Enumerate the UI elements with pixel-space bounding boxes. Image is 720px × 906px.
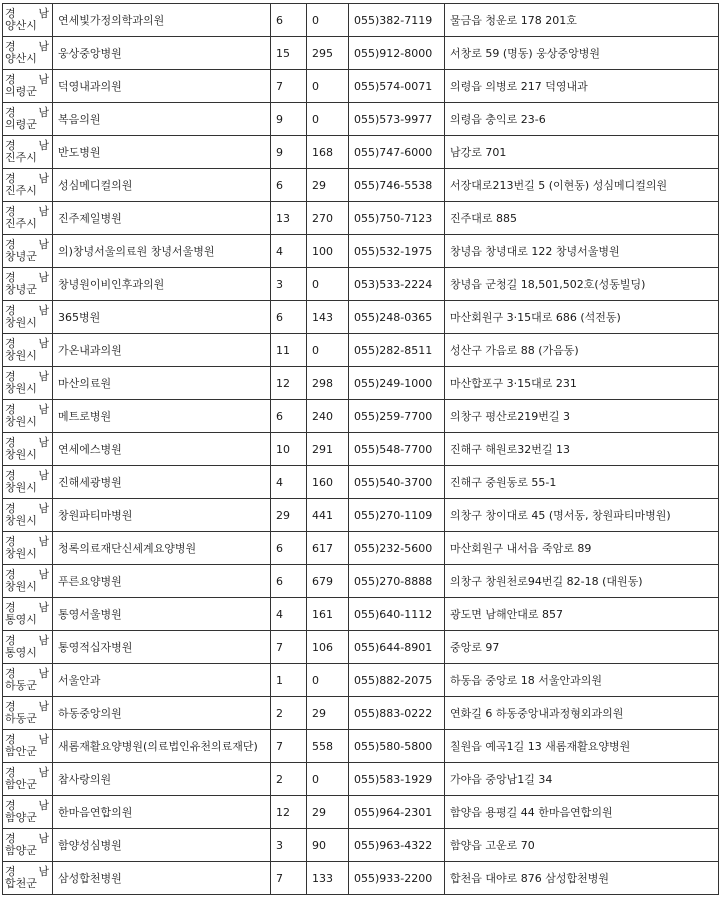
phone-number: 055)282-8511 bbox=[349, 334, 445, 367]
city-label: 의령군 bbox=[5, 85, 37, 98]
table-row bbox=[3, 466, 719, 499]
facility-name: 가온내과의원 bbox=[53, 334, 271, 367]
count-a: 10 bbox=[271, 433, 307, 466]
region-cell bbox=[3, 829, 53, 862]
table-row bbox=[3, 202, 719, 235]
facility-name: 푸른요양병원 bbox=[53, 565, 271, 598]
phone-number: 055)270-1109 bbox=[349, 499, 445, 532]
city-label: 창원시 bbox=[5, 349, 37, 362]
table-row bbox=[3, 367, 719, 400]
table-row bbox=[3, 664, 719, 697]
phone-number: 055)249-1000 bbox=[349, 367, 445, 400]
count-b: 0 bbox=[307, 268, 349, 301]
city-label: 하동군 bbox=[5, 712, 37, 725]
table-row bbox=[3, 4, 719, 37]
count-b: 90 bbox=[307, 829, 349, 862]
region-cell bbox=[3, 169, 53, 202]
province-label: 경 남 bbox=[5, 832, 49, 845]
table-row bbox=[3, 136, 719, 169]
address: 하동읍 중앙로 18 서울안과의원 bbox=[445, 664, 719, 697]
region-cell bbox=[3, 433, 53, 466]
province-label: 경 남 bbox=[5, 634, 49, 647]
region-cell bbox=[3, 862, 53, 895]
facility-name: 365병원 bbox=[53, 301, 271, 334]
province-label: 경 남 bbox=[5, 436, 49, 449]
province-label: 경 남 bbox=[5, 40, 49, 53]
province-label: 경 남 bbox=[5, 106, 49, 119]
city-label: 창원시 bbox=[5, 316, 37, 329]
address: 중앙로 97 bbox=[445, 631, 719, 664]
address: 함양읍 용평길 44 한마음연합의원 bbox=[445, 796, 719, 829]
phone-number: 055)574-0071 bbox=[349, 70, 445, 103]
facility-name: 덕영내과의원 bbox=[53, 70, 271, 103]
city-label: 창원시 bbox=[5, 415, 37, 428]
table-row bbox=[3, 862, 719, 895]
count-b: 291 bbox=[307, 433, 349, 466]
table-row bbox=[3, 433, 719, 466]
table-row bbox=[3, 103, 719, 136]
table-row bbox=[3, 169, 719, 202]
count-b: 0 bbox=[307, 70, 349, 103]
city-label: 하동군 bbox=[5, 679, 37, 692]
count-a: 15 bbox=[271, 37, 307, 70]
city-label: 함안군 bbox=[5, 745, 37, 758]
count-b: 0 bbox=[307, 664, 349, 697]
province-label: 경 남 bbox=[5, 601, 49, 614]
address: 광도면 남해안대로 857 bbox=[445, 598, 719, 631]
facility-name: 통영적십자병원 bbox=[53, 631, 271, 664]
address: 남강로 701 bbox=[445, 136, 719, 169]
count-b: 143 bbox=[307, 301, 349, 334]
province-label: 경 남 bbox=[5, 238, 49, 251]
address: 창녕읍 창녕대로 122 창녕서울병원 bbox=[445, 235, 719, 268]
facility-name: 반도병원 bbox=[53, 136, 271, 169]
address: 의령읍 의병로 217 덕영내과 bbox=[445, 70, 719, 103]
address: 마산회원구 3·15대로 686 (석전동) bbox=[445, 301, 719, 334]
count-b: 558 bbox=[307, 730, 349, 763]
province-label: 경 남 bbox=[5, 73, 49, 86]
address: 마산회원구 내서읍 죽암로 89 bbox=[445, 532, 719, 565]
facility-name: 서울안과 bbox=[53, 664, 271, 697]
region-cell bbox=[3, 631, 53, 664]
count-a: 4 bbox=[271, 598, 307, 631]
region-cell bbox=[3, 466, 53, 499]
province-label: 경 남 bbox=[5, 535, 49, 548]
count-a: 1 bbox=[271, 664, 307, 697]
address: 창녕읍 군청길 18,501,502호(성동빌딩) bbox=[445, 268, 719, 301]
count-b: 270 bbox=[307, 202, 349, 235]
province-label: 경 남 bbox=[5, 337, 49, 350]
address: 가야읍 중앙남1길 34 bbox=[445, 763, 719, 796]
city-label: 함안군 bbox=[5, 778, 37, 791]
region-cell bbox=[3, 136, 53, 169]
facility-name: 연세빛가정의학과의원 bbox=[53, 4, 271, 37]
count-a: 7 bbox=[271, 631, 307, 664]
count-b: 29 bbox=[307, 796, 349, 829]
region-cell bbox=[3, 697, 53, 730]
address: 마산합포구 3·15대로 231 bbox=[445, 367, 719, 400]
address: 진주대로 885 bbox=[445, 202, 719, 235]
address: 함양읍 고운로 70 bbox=[445, 829, 719, 862]
province-label: 경 남 bbox=[5, 403, 49, 416]
table-row bbox=[3, 763, 719, 796]
region-cell bbox=[3, 268, 53, 301]
region-cell bbox=[3, 70, 53, 103]
count-a: 29 bbox=[271, 499, 307, 532]
count-b: 29 bbox=[307, 169, 349, 202]
facility-name: 진주제일병원 bbox=[53, 202, 271, 235]
city-label: 창녕군 bbox=[5, 250, 37, 263]
count-b: 168 bbox=[307, 136, 349, 169]
count-a: 6 bbox=[271, 565, 307, 598]
city-label: 함양군 bbox=[5, 811, 37, 824]
table-row bbox=[3, 730, 719, 763]
phone-number: 055)532-1975 bbox=[349, 235, 445, 268]
address: 의령읍 충익로 23-6 bbox=[445, 103, 719, 136]
count-a: 3 bbox=[271, 268, 307, 301]
region-cell bbox=[3, 730, 53, 763]
phone-number: 055)583-1929 bbox=[349, 763, 445, 796]
region-cell bbox=[3, 400, 53, 433]
facility-name: 삼성합천병원 bbox=[53, 862, 271, 895]
count-a: 3 bbox=[271, 829, 307, 862]
count-a: 2 bbox=[271, 763, 307, 796]
region-cell bbox=[3, 4, 53, 37]
facility-name: 함양성심병원 bbox=[53, 829, 271, 862]
table-row bbox=[3, 301, 719, 334]
table-row bbox=[3, 235, 719, 268]
city-label: 창원시 bbox=[5, 514, 37, 527]
count-b: 29 bbox=[307, 697, 349, 730]
facility-name: 메트로병원 bbox=[53, 400, 271, 433]
address: 진해구 해원로32번길 13 bbox=[445, 433, 719, 466]
address: 물금읍 청운로 178 201호 bbox=[445, 4, 719, 37]
phone-number: 055)882-2075 bbox=[349, 664, 445, 697]
address: 서장대로213번길 5 (이현동) 성심메디컬의원 bbox=[445, 169, 719, 202]
count-b: 133 bbox=[307, 862, 349, 895]
phone-number: 055)963-4322 bbox=[349, 829, 445, 862]
region-cell bbox=[3, 565, 53, 598]
address: 의창구 창원천로94번길 82-18 (대원동) bbox=[445, 565, 719, 598]
phone-number: 055)548-7700 bbox=[349, 433, 445, 466]
count-b: 161 bbox=[307, 598, 349, 631]
city-label: 진주시 bbox=[5, 217, 37, 230]
province-label: 경 남 bbox=[5, 304, 49, 317]
count-b: 0 bbox=[307, 763, 349, 796]
address: 진해구 중원동로 55-1 bbox=[445, 466, 719, 499]
city-label: 합천군 bbox=[5, 877, 37, 890]
facility-name: 복음의원 bbox=[53, 103, 271, 136]
region-cell bbox=[3, 598, 53, 631]
address: 합천읍 대야로 876 삼성합천병원 bbox=[445, 862, 719, 895]
facility-name: 진해세광병원 bbox=[53, 466, 271, 499]
count-a: 9 bbox=[271, 136, 307, 169]
city-label: 의령군 bbox=[5, 118, 37, 131]
count-b: 160 bbox=[307, 466, 349, 499]
address: 의창구 창이대로 45 (명서동, 창원파티마병원) bbox=[445, 499, 719, 532]
phone-number: 055)640-1112 bbox=[349, 598, 445, 631]
province-label: 경 남 bbox=[5, 865, 49, 878]
count-a: 4 bbox=[271, 235, 307, 268]
phone-number: 055)573-9977 bbox=[349, 103, 445, 136]
table-row bbox=[3, 598, 719, 631]
table-row bbox=[3, 565, 719, 598]
phone-number: 055)540-3700 bbox=[349, 466, 445, 499]
province-label: 경 남 bbox=[5, 7, 49, 20]
city-label: 창녕군 bbox=[5, 283, 37, 296]
region-cell bbox=[3, 202, 53, 235]
count-a: 6 bbox=[271, 532, 307, 565]
region-cell bbox=[3, 301, 53, 334]
count-b: 240 bbox=[307, 400, 349, 433]
phone-number: 055)382-7119 bbox=[349, 4, 445, 37]
count-b: 100 bbox=[307, 235, 349, 268]
city-label: 양산시 bbox=[5, 19, 37, 32]
table-row bbox=[3, 532, 719, 565]
province-label: 경 남 bbox=[5, 733, 49, 746]
phone-number: 053)533-2224 bbox=[349, 268, 445, 301]
city-label: 진주시 bbox=[5, 151, 37, 164]
city-label: 창원시 bbox=[5, 580, 37, 593]
count-a: 7 bbox=[271, 70, 307, 103]
city-label: 창원시 bbox=[5, 547, 37, 560]
province-label: 경 남 bbox=[5, 370, 49, 383]
phone-number: 055)248-0365 bbox=[349, 301, 445, 334]
phone-number: 055)750-7123 bbox=[349, 202, 445, 235]
table-row bbox=[3, 334, 719, 367]
count-a: 12 bbox=[271, 367, 307, 400]
province-label: 경 남 bbox=[5, 799, 49, 812]
table-body bbox=[3, 4, 719, 895]
province-label: 경 남 bbox=[5, 469, 49, 482]
table-row bbox=[3, 70, 719, 103]
city-label: 창원시 bbox=[5, 448, 37, 461]
phone-number: 055)933-2200 bbox=[349, 862, 445, 895]
table-row bbox=[3, 499, 719, 532]
table-row bbox=[3, 631, 719, 664]
province-label: 경 남 bbox=[5, 667, 49, 680]
facility-name: 한마음연합의원 bbox=[53, 796, 271, 829]
province-label: 경 남 bbox=[5, 502, 49, 515]
phone-number: 055)883-0222 bbox=[349, 697, 445, 730]
facility-name: 창녕원이비인후과의원 bbox=[53, 268, 271, 301]
city-label: 양산시 bbox=[5, 52, 37, 65]
city-label: 통영시 bbox=[5, 646, 37, 659]
table-row bbox=[3, 697, 719, 730]
address: 성산구 가음로 88 (가음동) bbox=[445, 334, 719, 367]
facility-name: 성심메디컬의원 bbox=[53, 169, 271, 202]
address: 칠원읍 예곡1길 13 새롬재활요양병원 bbox=[445, 730, 719, 763]
facility-name: 참사랑의원 bbox=[53, 763, 271, 796]
count-a: 6 bbox=[271, 301, 307, 334]
city-label: 통영시 bbox=[5, 613, 37, 626]
phone-number: 055)259-7700 bbox=[349, 400, 445, 433]
facility-name: 통영서울병원 bbox=[53, 598, 271, 631]
count-b: 0 bbox=[307, 334, 349, 367]
phone-number: 055)912-8000 bbox=[349, 37, 445, 70]
province-label: 경 남 bbox=[5, 700, 49, 713]
region-cell bbox=[3, 499, 53, 532]
facility-name: 마산의료원 bbox=[53, 367, 271, 400]
facility-name: 의)창녕서울의료원 창녕서울병원 bbox=[53, 235, 271, 268]
count-b: 0 bbox=[307, 4, 349, 37]
count-a: 2 bbox=[271, 697, 307, 730]
phone-number: 055)580-5800 bbox=[349, 730, 445, 763]
region-cell bbox=[3, 103, 53, 136]
facility-name: 연세에스병원 bbox=[53, 433, 271, 466]
province-label: 경 남 bbox=[5, 271, 49, 284]
count-a: 4 bbox=[271, 466, 307, 499]
province-label: 경 남 bbox=[5, 205, 49, 218]
region-cell bbox=[3, 796, 53, 829]
city-label: 창원시 bbox=[5, 382, 37, 395]
count-b: 0 bbox=[307, 103, 349, 136]
address: 연화길 6 하동중앙내과정형외과의원 bbox=[445, 697, 719, 730]
province-label: 경 남 bbox=[5, 172, 49, 185]
facility-name: 하동중앙의원 bbox=[53, 697, 271, 730]
phone-number: 055)270-8888 bbox=[349, 565, 445, 598]
province-label: 경 남 bbox=[5, 139, 49, 152]
hospital-table bbox=[2, 3, 719, 895]
count-b: 617 bbox=[307, 532, 349, 565]
count-b: 295 bbox=[307, 37, 349, 70]
region-cell bbox=[3, 334, 53, 367]
count-a: 6 bbox=[271, 4, 307, 37]
province-label: 경 남 bbox=[5, 568, 49, 581]
table-row bbox=[3, 37, 719, 70]
count-b: 298 bbox=[307, 367, 349, 400]
region-cell bbox=[3, 235, 53, 268]
count-b: 679 bbox=[307, 565, 349, 598]
table-row bbox=[3, 400, 719, 433]
count-a: 6 bbox=[271, 169, 307, 202]
address: 의창구 평산로219번길 3 bbox=[445, 400, 719, 433]
city-label: 창원시 bbox=[5, 481, 37, 494]
count-a: 6 bbox=[271, 400, 307, 433]
count-a: 9 bbox=[271, 103, 307, 136]
count-a: 12 bbox=[271, 796, 307, 829]
region-cell bbox=[3, 763, 53, 796]
region-cell bbox=[3, 37, 53, 70]
phone-number: 055)747-6000 bbox=[349, 136, 445, 169]
count-a: 7 bbox=[271, 862, 307, 895]
facility-name: 창원파티마병원 bbox=[53, 499, 271, 532]
city-label: 함양군 bbox=[5, 844, 37, 857]
region-cell bbox=[3, 664, 53, 697]
region-cell bbox=[3, 367, 53, 400]
region-cell bbox=[3, 532, 53, 565]
facility-name: 웅상중앙병원 bbox=[53, 37, 271, 70]
province-label: 경 남 bbox=[5, 766, 49, 779]
phone-number: 055)644-8901 bbox=[349, 631, 445, 664]
table-row bbox=[3, 829, 719, 862]
table-row bbox=[3, 268, 719, 301]
count-b: 441 bbox=[307, 499, 349, 532]
address: 서창로 59 (명동) 웅상중앙병원 bbox=[445, 37, 719, 70]
facility-name: 새롬재활요양병원(의료법인유천의료재단) bbox=[53, 730, 271, 763]
city-label: 진주시 bbox=[5, 184, 37, 197]
count-a: 13 bbox=[271, 202, 307, 235]
phone-number: 055)232-5600 bbox=[349, 532, 445, 565]
count-b: 106 bbox=[307, 631, 349, 664]
phone-number: 055)746-5538 bbox=[349, 169, 445, 202]
count-a: 11 bbox=[271, 334, 307, 367]
count-a: 7 bbox=[271, 730, 307, 763]
phone-number: 055)964-2301 bbox=[349, 796, 445, 829]
table-row bbox=[3, 796, 719, 829]
facility-name: 청록의료재단신세계요양병원 bbox=[53, 532, 271, 565]
